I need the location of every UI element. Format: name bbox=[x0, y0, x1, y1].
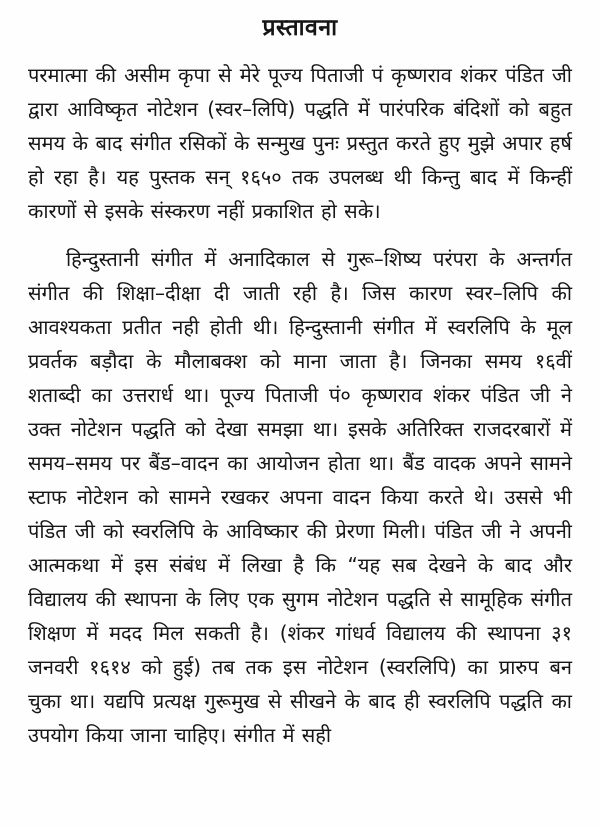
preface-paragraph-2: हिन्दुस्तानी संगीत में अनादिकाल से गुरू–शिष्य परंपरा के अन्तर्गत संगीत की शिक्षा–दीक्षा दी जाती रही है। जिस कारण स्वर–लिपि की आवश्यकता प्रतीत नही होती थी। हिन्दुस्तानी संगीत में स्वरलिपि के मूल प्रवर्तक बड़ौदा के मौलाबक्श को माना जाता है। जिनका समय १६वीं शताब्दी का उत्तरार्ध था। पूज्य पिताजी पं० कृष्णराव शंकर पंडित जी ने उक्त नोटेशन पद्धति को देखा समझा था। इसके अतिरिक्त राजदरबारों में समय–समय पर बैंड–वादन का आयोजन होता था। बैंड वादक अपने सामने स्टाफ नोटेशन को सामने रखकर अपना वादन किया करते थे। उससे भी पंडित जी को स्वरलिपि के आविष्कार की प्रेरणा मिली। पंडित जी ने अपनी आत्मकथा में इस संबंध में लिखा है कि “यह सब देखने के बाद और विद्यालय की स्थापना के लिए एक सुगम नोटेशन पद्धति से सामूहिक संगीत शिक्षण में मदद मिल सकती है। (शंकर गांधर्व विद्यालय की स्थापना ३१ जनवरी १६१४ को हुई) तब तक इस नोटेशन (स्वरलिपि) का प्रारुप बन चुका था। यद्यपि प्रत्यक्ष गुरूमुख से सीखने के बाद ही स्वरलिपि पद्धति का उपयोग किया जाना चाहिए। संगीत में सही bbox=[28, 247, 572, 747]
preface-paragraph-1: परमात्मा की असीम कृपा से मेरे पूज्य पिताजी पं कृष्णराव शंकर पंडित जी द्वारा आविष्कृत नोटेशन (स्वर–लिपि) पद्धति में पारंपरिक बंदिशों को बहुत समय के बाद संगीत रसिकों के सन्मुख पुनः प्रस्तुत करते हुए मुझे अपार हर्ष हो रहा है। यह पुस्तक सन् १६५० तक उपलब्ध थी किन्तु बाद में किन्हीं कारणों से इसके संस्करण नहीं प्रकाशित हो सके। bbox=[28, 63, 572, 223]
page-title: प्रस्तावना bbox=[262, 15, 338, 41]
